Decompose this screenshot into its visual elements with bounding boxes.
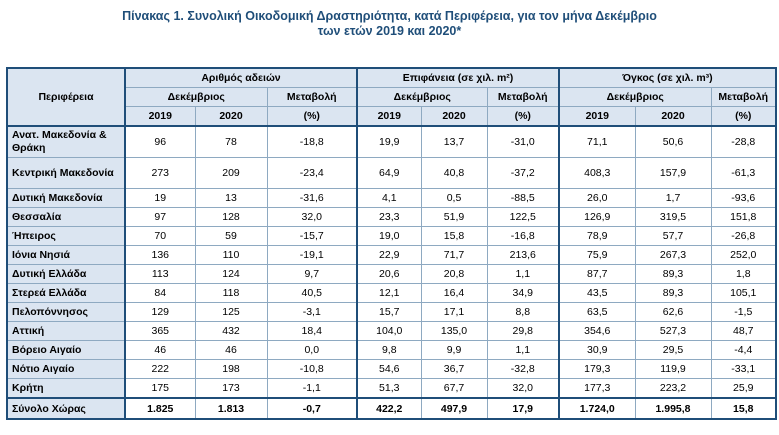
value-cell: 20,6 [357, 265, 421, 284]
table-row [7, 303, 776, 322]
table-row [7, 379, 776, 399]
header-december-area: Δεκέμβριος [357, 88, 487, 107]
value-cell: 222 [125, 360, 195, 379]
value-cell: 78 [195, 126, 267, 158]
table-title [0, 0, 779, 39]
value-cell: -1,5 [711, 303, 776, 322]
value-cell: 32,0 [487, 379, 559, 399]
header-2019-volume: 2019 [559, 107, 635, 127]
table-row [7, 265, 776, 284]
table-row [7, 284, 776, 303]
value-cell: -10,8 [267, 360, 357, 379]
value-cell: 67,7 [421, 379, 487, 399]
value-cell: 1,1 [487, 341, 559, 360]
value-cell: -32,8 [487, 360, 559, 379]
value-cell: 209 [195, 158, 267, 189]
value-cell: 173 [195, 379, 267, 399]
table-body [7, 126, 776, 419]
value-cell: 96 [125, 126, 195, 158]
value-cell: 151,8 [711, 208, 776, 227]
value-cell: 30,9 [559, 341, 635, 360]
header-permits: Αριθμός αδειών [125, 68, 357, 88]
value-cell: 63,5 [559, 303, 635, 322]
table-row [7, 322, 776, 341]
value-cell: 19,9 [357, 126, 421, 158]
value-cell: 175 [125, 379, 195, 399]
region-name: Αττική [7, 322, 125, 341]
header-change-volume: Μεταβολή [711, 88, 776, 107]
value-cell: 51,3 [357, 379, 421, 399]
value-cell: 29,5 [635, 341, 711, 360]
value-cell: 48,7 [711, 322, 776, 341]
value-cell: -31,0 [487, 126, 559, 158]
region-name: Ανατ. Μακεδονία & Θράκη [7, 126, 125, 158]
value-cell: 0,5 [421, 189, 487, 208]
value-cell: -61,3 [711, 158, 776, 189]
value-cell: -26,8 [711, 227, 776, 246]
value-cell: 118 [195, 284, 267, 303]
value-cell: 40,5 [267, 284, 357, 303]
region-name: Δυτική Μακεδονία [7, 189, 125, 208]
title-line-2: των ετών 2019 και 2020* [317, 24, 462, 38]
table-row [7, 227, 776, 246]
value-cell: -19,1 [267, 246, 357, 265]
value-cell: -93,6 [711, 189, 776, 208]
value-cell: -28,8 [711, 126, 776, 158]
value-cell: 9,9 [421, 341, 487, 360]
construction-activity-table [6, 67, 777, 420]
value-cell: 71,1 [559, 126, 635, 158]
header-volume: Όγκος (σε χιλ. m³) [559, 68, 776, 88]
value-cell: 36,7 [421, 360, 487, 379]
value-cell: -37,2 [487, 158, 559, 189]
value-cell: 1,7 [635, 189, 711, 208]
value-cell: -4,4 [711, 341, 776, 360]
header-2019-permits: 2019 [125, 107, 195, 127]
region-name: Κεντρική Μακεδονία [7, 158, 125, 189]
value-cell: 46 [125, 341, 195, 360]
table-row [7, 158, 776, 189]
value-cell: 62,6 [635, 303, 711, 322]
value-cell: 50,6 [635, 126, 711, 158]
value-cell: -18,8 [267, 126, 357, 158]
value-cell: 223,2 [635, 379, 711, 399]
value-cell: 40,8 [421, 158, 487, 189]
value-cell: 12,1 [357, 284, 421, 303]
value-cell: 408,3 [559, 158, 635, 189]
table-row [7, 341, 776, 360]
value-cell: 70 [125, 227, 195, 246]
value-cell: 57,7 [635, 227, 711, 246]
value-cell: 8,8 [487, 303, 559, 322]
value-cell: 51,9 [421, 208, 487, 227]
value-cell: 157,9 [635, 158, 711, 189]
value-cell: 0,0 [267, 341, 357, 360]
value-cell: 9,8 [357, 341, 421, 360]
value-cell: 527,3 [635, 322, 711, 341]
header-percent-area: (%) [487, 107, 559, 127]
header-december-permits: Δεκέμβριος [125, 88, 267, 107]
value-cell: 119,9 [635, 360, 711, 379]
value-cell: 22,9 [357, 246, 421, 265]
header-area: Επιφάνεια (σε χιλ. m²) [357, 68, 559, 88]
value-cell: 1,1 [487, 265, 559, 284]
value-cell: 104,0 [357, 322, 421, 341]
value-cell: 267,3 [635, 246, 711, 265]
value-cell: 97 [125, 208, 195, 227]
region-name: Στερεά Ελλάδα [7, 284, 125, 303]
value-cell: 9,7 [267, 265, 357, 284]
value-cell: 89,3 [635, 284, 711, 303]
value-cell: 4,1 [357, 189, 421, 208]
value-cell: 1.825 [125, 398, 195, 419]
value-cell: 319,5 [635, 208, 711, 227]
value-cell: 432 [195, 322, 267, 341]
value-cell: -1,1 [267, 379, 357, 399]
value-cell: 1.995,8 [635, 398, 711, 419]
value-cell: 16,4 [421, 284, 487, 303]
value-cell: 15,8 [711, 398, 776, 419]
value-cell: 87,7 [559, 265, 635, 284]
value-cell: 126,9 [559, 208, 635, 227]
value-cell: 26,0 [559, 189, 635, 208]
value-cell: 29,8 [487, 322, 559, 341]
value-cell: 198 [195, 360, 267, 379]
value-cell: -16,8 [487, 227, 559, 246]
value-cell: 273 [125, 158, 195, 189]
value-cell: 1.724,0 [559, 398, 635, 419]
value-cell: 78,9 [559, 227, 635, 246]
value-cell: 75,9 [559, 246, 635, 265]
value-cell: -0,7 [267, 398, 357, 419]
header-2019-area: 2019 [357, 107, 421, 127]
value-cell: 1,8 [711, 265, 776, 284]
value-cell: -3,1 [267, 303, 357, 322]
value-cell: 113 [125, 265, 195, 284]
header-change-area: Μεταβολή [487, 88, 559, 107]
value-cell: 71,7 [421, 246, 487, 265]
header-percent-permits: (%) [267, 107, 357, 127]
value-cell: 136 [125, 246, 195, 265]
region-name: Δυτική Ελλάδα [7, 265, 125, 284]
value-cell: 84 [125, 284, 195, 303]
total-label: Σύνολο Χώρας [7, 398, 125, 419]
value-cell: 19,0 [357, 227, 421, 246]
value-cell: 43,5 [559, 284, 635, 303]
value-cell: 122,5 [487, 208, 559, 227]
total-row [7, 398, 776, 419]
value-cell: 19 [125, 189, 195, 208]
header-percent-volume: (%) [711, 107, 776, 127]
region-name: Κρήτη [7, 379, 125, 399]
value-cell: 213,6 [487, 246, 559, 265]
value-cell: 15,7 [357, 303, 421, 322]
value-cell: 18,4 [267, 322, 357, 341]
value-cell: 105,1 [711, 284, 776, 303]
value-cell: 365 [125, 322, 195, 341]
value-cell: 128 [195, 208, 267, 227]
table-row [7, 208, 776, 227]
header-change-permits: Μεταβολή [267, 88, 357, 107]
value-cell: 110 [195, 246, 267, 265]
value-cell: 125 [195, 303, 267, 322]
region-name: Θεσσαλία [7, 208, 125, 227]
value-cell: 177,3 [559, 379, 635, 399]
value-cell: -15,7 [267, 227, 357, 246]
region-name: Ιόνια Νησιά [7, 246, 125, 265]
value-cell: 135,0 [421, 322, 487, 341]
value-cell: 179,3 [559, 360, 635, 379]
value-cell: -33,1 [711, 360, 776, 379]
value-cell: -23,4 [267, 158, 357, 189]
region-name: Πελοπόννησος [7, 303, 125, 322]
value-cell: 497,9 [421, 398, 487, 419]
value-cell: 15,8 [421, 227, 487, 246]
table-row [7, 126, 776, 158]
value-cell: 17,1 [421, 303, 487, 322]
value-cell: 59 [195, 227, 267, 246]
header-2020-volume: 2020 [635, 107, 711, 127]
value-cell: -88,5 [487, 189, 559, 208]
region-name: Νότιο Αιγαίο [7, 360, 125, 379]
value-cell: 34,9 [487, 284, 559, 303]
region-name: Βόρειο Αιγαίο [7, 341, 125, 360]
value-cell: 32,0 [267, 208, 357, 227]
header-december-volume: Δεκέμβριος [559, 88, 711, 107]
value-cell: 124 [195, 265, 267, 284]
header-2020-area: 2020 [421, 107, 487, 127]
value-cell: 20,8 [421, 265, 487, 284]
value-cell: 252,0 [711, 246, 776, 265]
value-cell: 89,3 [635, 265, 711, 284]
region-name: Ήπειρος [7, 227, 125, 246]
header-region: Περιφέρεια [7, 68, 125, 126]
value-cell: 422,2 [357, 398, 421, 419]
value-cell: 25,9 [711, 379, 776, 399]
header-2020-permits: 2020 [195, 107, 267, 127]
value-cell: 23,3 [357, 208, 421, 227]
value-cell: 64,9 [357, 158, 421, 189]
value-cell: 13 [195, 189, 267, 208]
value-cell: 46 [195, 341, 267, 360]
value-cell: 129 [125, 303, 195, 322]
value-cell: 354,6 [559, 322, 635, 341]
table-row [7, 246, 776, 265]
value-cell: 1.813 [195, 398, 267, 419]
title-line-1: Πίνακας 1. Συνολική Οικοδομική Δραστηριότητα, κατά Περιφέρεια, για τον μήνα Δεκέμβριο [122, 9, 657, 23]
table-row [7, 360, 776, 379]
table-row [7, 189, 776, 208]
value-cell: 13,7 [421, 126, 487, 158]
value-cell: 17,9 [487, 398, 559, 419]
value-cell: -31,6 [267, 189, 357, 208]
value-cell: 54,6 [357, 360, 421, 379]
